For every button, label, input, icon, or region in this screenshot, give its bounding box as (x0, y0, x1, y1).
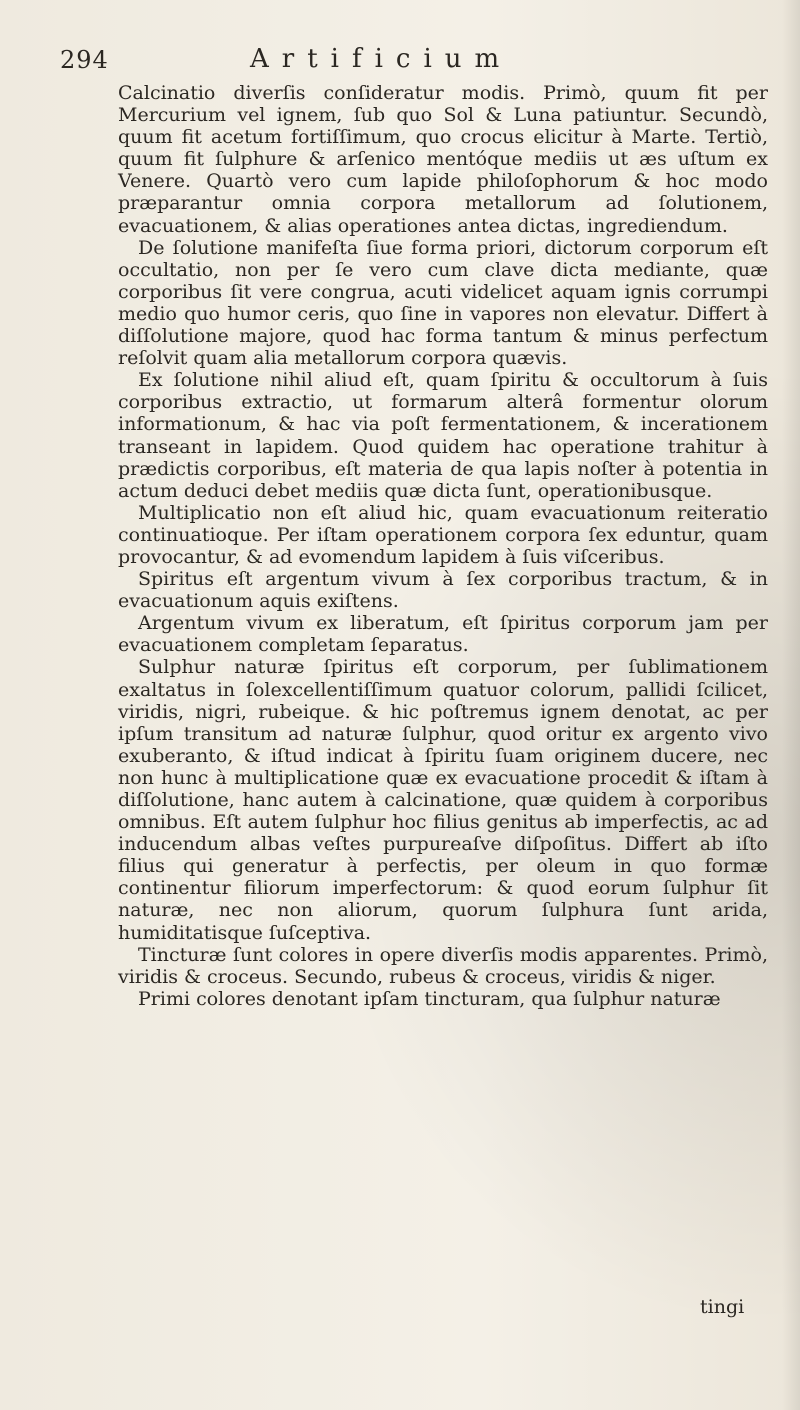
running-title: Artificium (250, 44, 513, 74)
paragraph-tincturae: Tincturæ ſunt colores in opere diverſis modis apparentes. Primò, viridis & croceus. Secundo, rubeus & croceus, viridis & niger. (118, 943, 768, 988)
body-text (118, 82, 768, 1010)
paragraph-primi-colores: Primi colores denotant ipſam tincturam, qua ſulphur naturæ (138, 987, 721, 1010)
page-header (60, 44, 760, 84)
page-number: 294 (60, 46, 109, 74)
paragraph-multiplicatio: Multiplicatio non eſt aliud hic, quam evacuationum reiteratio continuatioque. Per iſtam operationem corpora ſex eduntur, quam provocantur, & ad evomendum lapidem à ſuis viſceribus. (118, 501, 768, 568)
paragraph-argentum: Argentum vivum ex liberatum, eſt ſpiritus corporum jam per evacuationem completam ſeparatus. (118, 612, 768, 657)
paragraph-sulphur: Sulphur naturæ ſpiritus eſt corporum, per ſublimationem exaltatus in ſolexcellentiſſimum quatuor colorum, pallidi ſcilicet, viridis, nigri, rubeique. & hic poſtremus ignem denotat, ac per ipſum transitum ad naturæ ſulphur, quod oritur ex argento vivo exuberanto, & iſtud indicat à ſpiritu ſuam originem ducere, nec non hunc à multiplicatione quæ ex evacuatione procedit & iſtam à diſſolutione, hanc autem à calcinatione, quæ quidem à corporibus omnibus. Eſt autem ſulphur hoc filius genitus ab imperfectis, ac ad inducendum albas veſtes purpureaſve diſpoſitus. Differt ab iſto filius qui generatur à perfectis, per oleum in quo formæ continentur filiorum imperfectorum: & quod eorum ſulphur ſit naturæ, nec non aliorum, quorum ſulphura ſunt arida, humiditatisque ſuſceptiva. (118, 656, 768, 944)
paragraph-solutio: De ſolutione manifeſta ſiue forma priori, dictorum corporum eſt occultatio, non per ſe vero cum clave dicta mediante, quæ corporibus ſit vere congrua, acuti videlicet aquam ignis corrumpi medio quo humor ceris, quo ſine in vapores non elevatur. Differt à diſſolutione majore, quod hac forma tantum & minus perfectum reſolvit quam alia metallorum corpora quævis. (118, 236, 768, 370)
catchword: tingi (700, 1296, 745, 1318)
page-edge-shadow (782, 0, 800, 1410)
paragraph-calcinatio: Calcinatio diverſis conſideratur modis. Primò, quum fit per Mercurium vel ignem, ſub quo Sol & Luna patiuntur. Secundò, quum fit acetum fortiſſimum, quo crocus elicitur à Marte. Tertiò, quum fit ſulphure & arſenico mentóque mediis ut æs uſtum ex Venere. Quartò vero cum lapide philoſophorum & hoc modo præparantur omnia corpora metallorum ad ſolutionem, evacuationem, & alias operationes antea dictas, ingrediendum. (118, 82, 768, 237)
paragraph-evacuatio: Ex ſolutione nihil aliud eſt, quam ſpiritu & occultorum à ſuis corporibus extractio, ut formarum alterâ formentur olorum informationum, & hac via poſt fermentationem, & incerationem transeant in lapidem. Quod quidem hac operatione trahitur à prædictis corporibus, eſt materia de qua lapis noſter à potentia in actum deduci debet mediis quæ dicta ſunt, operationibusque. (118, 369, 768, 502)
paragraph-spiritus: Spiritus eſt argentum vivum à ſex corporibus tractum, & in evacuationum aquis exiſtens. (118, 568, 768, 613)
